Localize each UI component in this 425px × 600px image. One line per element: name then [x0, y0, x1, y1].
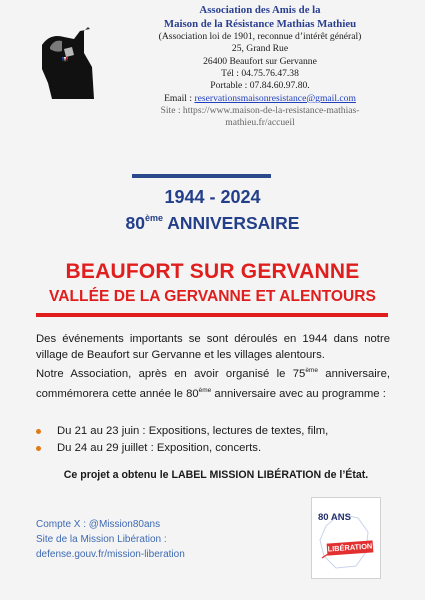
france-map-icon: [312, 498, 380, 578]
mission-site-url[interactable]: defense.gouv.fr/mission-liberation: [36, 549, 185, 560]
org-phone: Tél : 04.75.76.47.38: [221, 68, 299, 80]
mission-liberation-logo: [311, 497, 381, 579]
anniversary-word: ANNIVERSAIRE: [163, 213, 300, 233]
blue-divider: [132, 174, 271, 178]
valley-subtitle: VALLÉE DE LA GERVANNE ET ALENTOURS: [49, 288, 376, 305]
list-item: [36, 440, 396, 457]
program-item-text: Du 24 au 29 juillet : Exposition, concerts.: [57, 442, 262, 454]
org-name-line2: Maison de la Résistance Mathias Mathieu: [163, 17, 357, 30]
list-item: [36, 423, 396, 440]
anniversary-heading: [0, 213, 425, 234]
body-p2-sup-1: ème: [305, 367, 318, 375]
badge-liberation: LIBÉRATION: [327, 540, 374, 555]
program-item-text: Du 21 au 23 juin : Expositions, lectures de textes, film,: [57, 425, 329, 437]
org-email-link[interactable]: reservationsmaisonresistance@gmail.com: [194, 92, 356, 104]
org-address-city: 26400 Beaufort sur Gervanne: [203, 55, 317, 67]
org-name-line1: Association des Amis de la: [199, 4, 321, 16]
label-mission-liberation: Ce projet a obtenu le LABEL MISSION LIBÉRATION de l’État.: [63, 469, 369, 481]
anniversary-superscript: ème: [144, 213, 163, 223]
mission-site-title: Site de la Mission Libération :: [36, 534, 167, 545]
bullet-icon: [36, 446, 41, 451]
body-p2-part-c: anniversaire avec au programme :: [211, 387, 386, 400]
program-list: [36, 423, 396, 457]
organization-block: [118, 4, 402, 130]
org-site-line2[interactable]: mathieu.fr/accueil: [225, 117, 295, 129]
org-site-line1[interactable]: Site : https://www.maison-de-la-resistance-mathias-: [160, 104, 360, 116]
bullet-icon: [36, 429, 41, 434]
red-divider: [36, 313, 388, 317]
org-legal-status: (Association loi de 1901, reconnue d’intérêt général): [158, 31, 362, 43]
org-address-street: 25, Grand Rue: [231, 43, 289, 55]
org-mobile: Portable : 07.84.60.97.80.: [210, 80, 310, 92]
town-title: BEAUFORT SUR GERVANNE: [65, 260, 360, 283]
org-email-label: Email :: [164, 92, 195, 104]
anniversary-number: 80: [125, 213, 145, 233]
x-account[interactable]: Compte X : @Mission80ans: [36, 519, 161, 530]
body-text: [36, 332, 390, 402]
body-p2-sup-2: ème: [198, 386, 212, 394]
org-email-row: [118, 93, 402, 105]
body-paragraph-1: Des événements importants se sont déroulés en 1944 dans notre village de Beaufort sur Gervanne et les villages alentours.: [36, 333, 390, 361]
body-p2-part-b: anniversaire, commémorera cette année le 80: [36, 368, 390, 400]
body-paragraph-2: [36, 363, 390, 402]
badge-80-ans: 80 ANS: [318, 512, 351, 523]
resistance-logo: [40, 27, 100, 99]
contacts-block: [36, 517, 256, 562]
years-heading: 1944 - 2024: [164, 187, 261, 207]
body-p2-part-a: Notre Association, après en avoir organisé le 75: [36, 368, 306, 381]
